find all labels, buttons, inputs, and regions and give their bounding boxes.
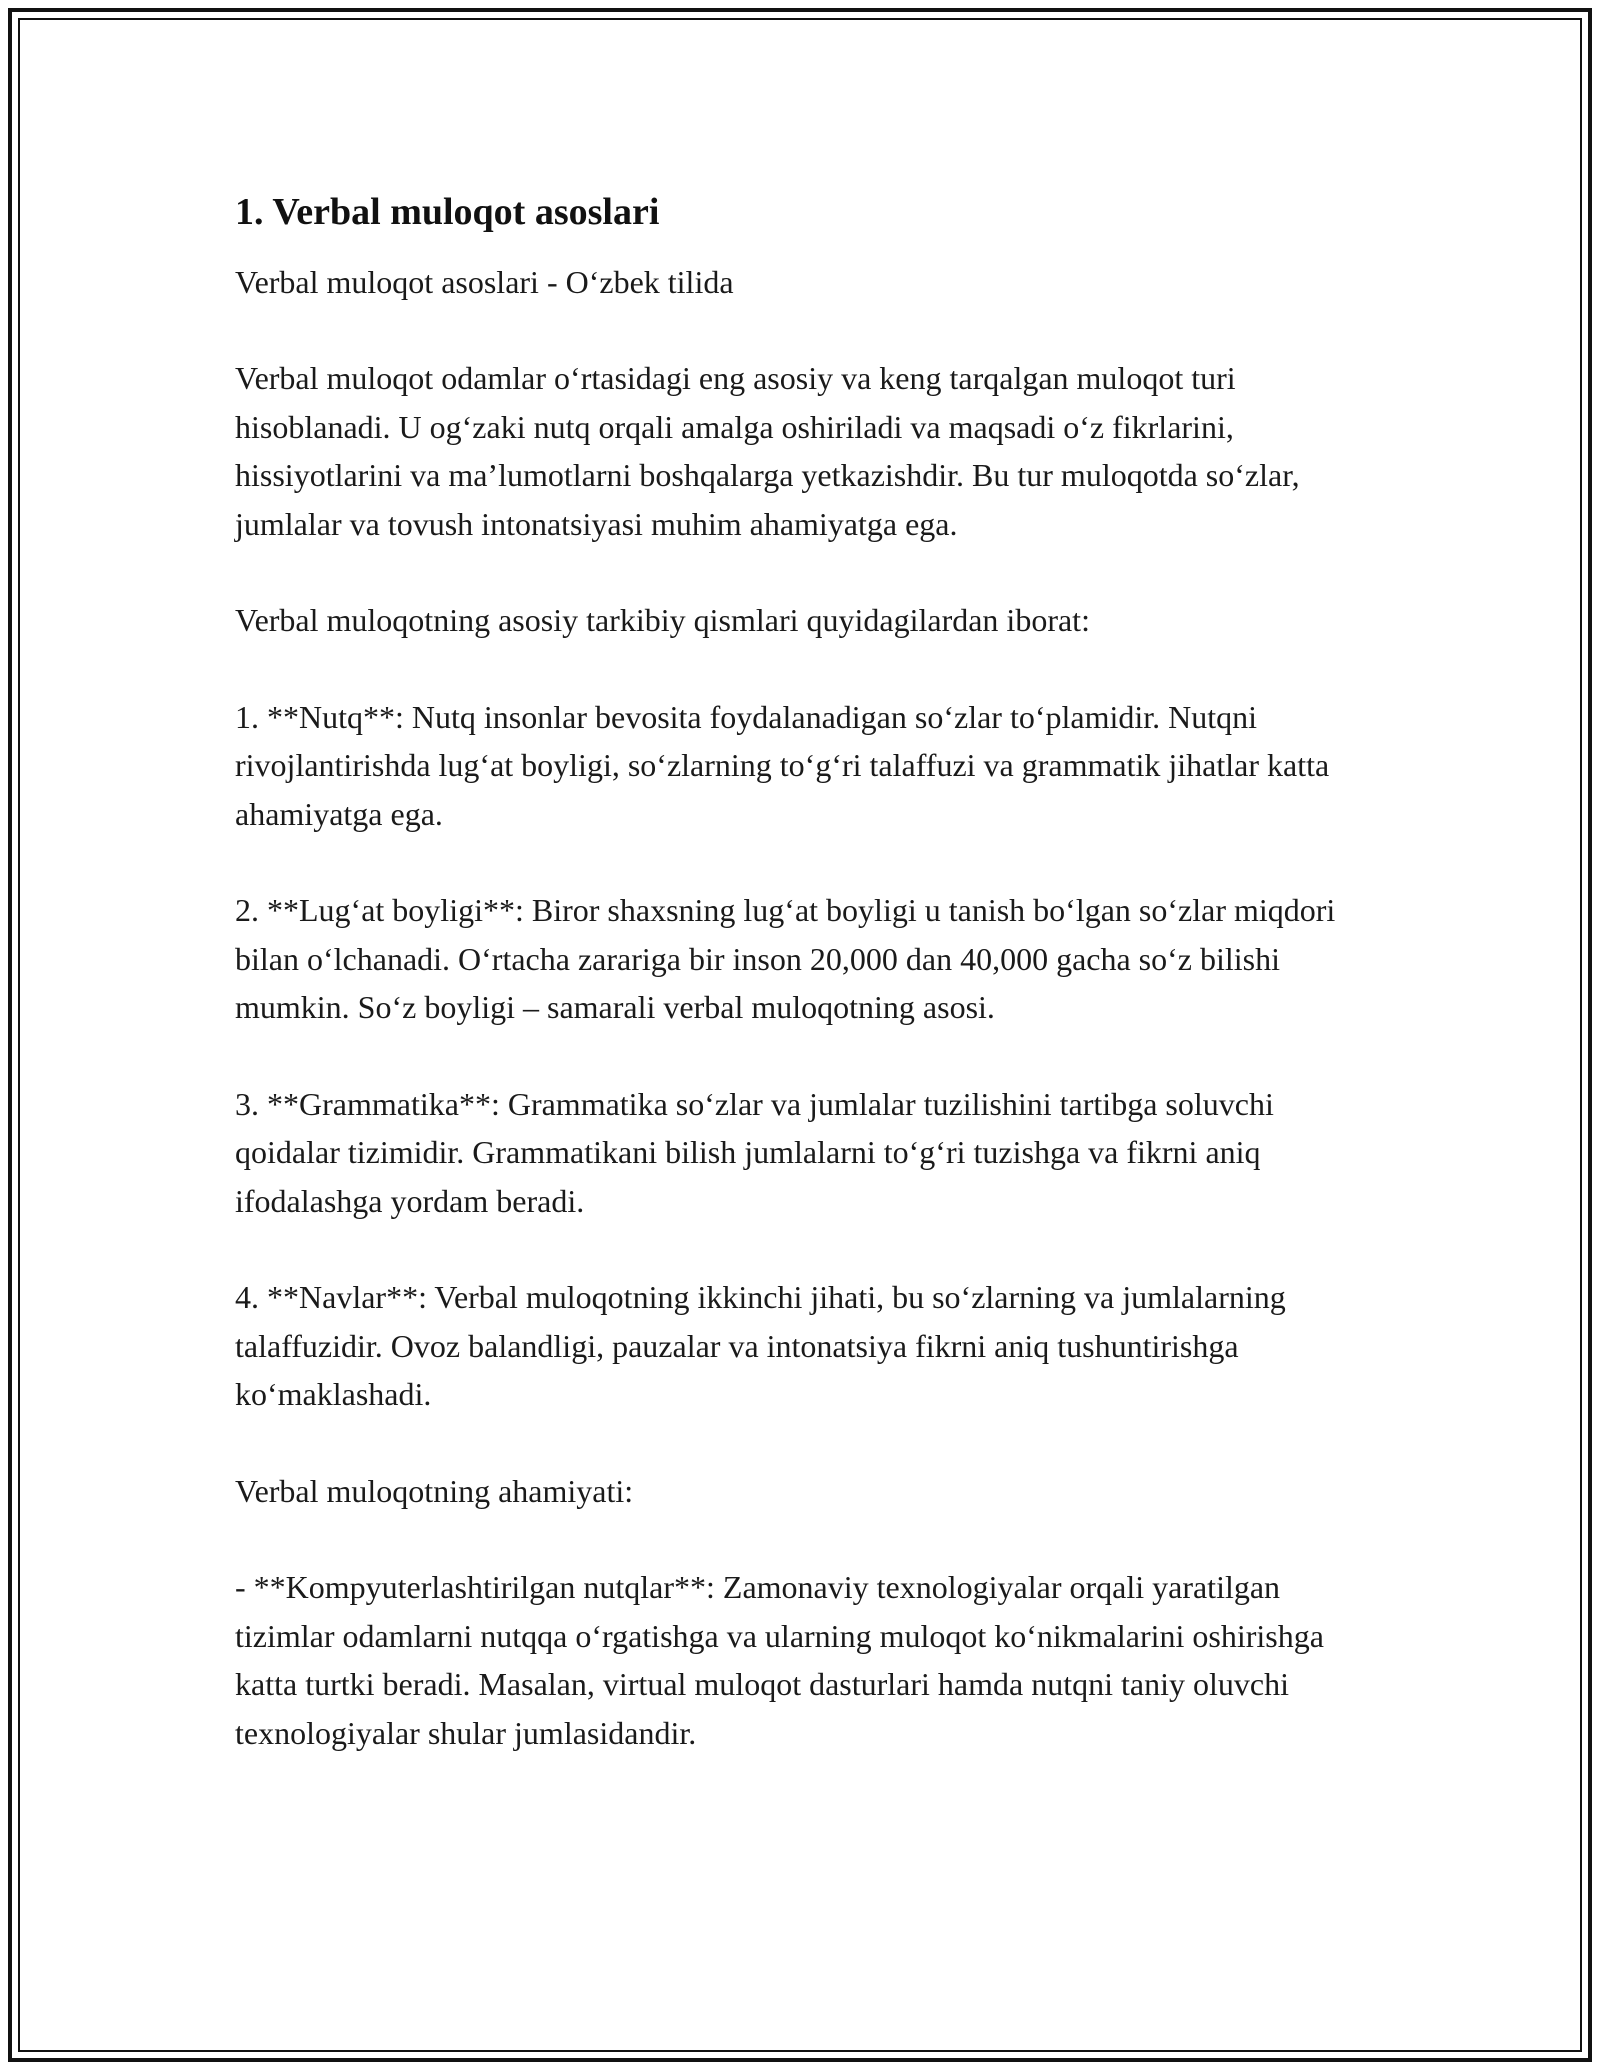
list-item-navlar: 4. **Navlar**: Verbal muloqotning ikkinchi jihati, bu so‘zlarning va jumlalarning talaffuzidir. Ovoz balandligi, pauzalar va intonatsiya fikrni aniq tushuntirishga ko‘maklashadi. <box>235 1279 1286 1412</box>
paragraph-intro: Verbal muloqot odamlar o‘rtasidagi eng asosiy va keng tarqalgan muloqot turi hisoblanadi. U og‘zaki nutq orqali amalga oshiriladi va maqsadi o‘z fikrlarini, hissiyotlarini va ma’lumotlarni boshqalarga yetkazishdir. Bu tur muloqotda so‘zlar, jumlalar va tovush intonatsiyasi muhim ahamiyatga ega. <box>235 360 1300 542</box>
document-body <box>235 184 1375 1757</box>
paragraph-importance-heading: Verbal muloqotning ahamiyati: <box>235 1472 634 1509</box>
paragraph-components-heading: Verbal muloqotning asosiy tarkibiy qismlari quyidagilardan iborat: <box>235 602 1090 638</box>
list-item-nutq: 1. **Nutq**: Nutq insonlar bevosita foydalanadigan so‘zlar to‘plamidir. Nutqni rivojlantirishda lug‘at boyligi, so‘zlarning to‘g‘ri talaffuzi va grammatik jihatlar katta ahamiyatga ega. <box>235 698 1330 832</box>
list-item-kompyuterlashtirilgan-nutqlar: - **Kompyuterlashtirilgan nutqlar**: Zamonaviy texnologiyalar orqali yaratilgan tizimlar odamlarni nutqqa o‘rgatishga va ularning muloqot ko‘nikmalarini oshirishga katta turtki beradi. Masalan, virtual muloqot dasturlari hamda nutqni taniy oluvchi texnologiyalar shular jumlasidandir. <box>235 1569 1324 1751</box>
list-item-grammatika: 3. **Grammatika**: Grammatika so‘zlar va jumlalar tuzilishini tartibga soluvchi qoidalar tizimidir. Grammatikani bilish jumlalarni to‘g‘ri tuzishga va fikrni aniq ifodalashga yordam beradi. <box>235 1085 1274 1219</box>
list-item-lugat-boyligi: 2. **Lug‘at boyligi**: Biror shaxsning lug‘at boyligi u tanish bo‘lgan so‘zlar miqdori bilan o‘lchanadi. O‘rtacha zarariga bir inson 20,000 dan 40,000 gacha so‘z bilishi mumkin. So‘z boyligi – samarali verbal muloqotning asosi. <box>235 892 1336 1025</box>
document-title: 1. Verbal muloqot asoslari <box>235 191 660 233</box>
document-subtitle: Verbal muloqot asoslari - O‘zbek tilida <box>235 264 734 300</box>
